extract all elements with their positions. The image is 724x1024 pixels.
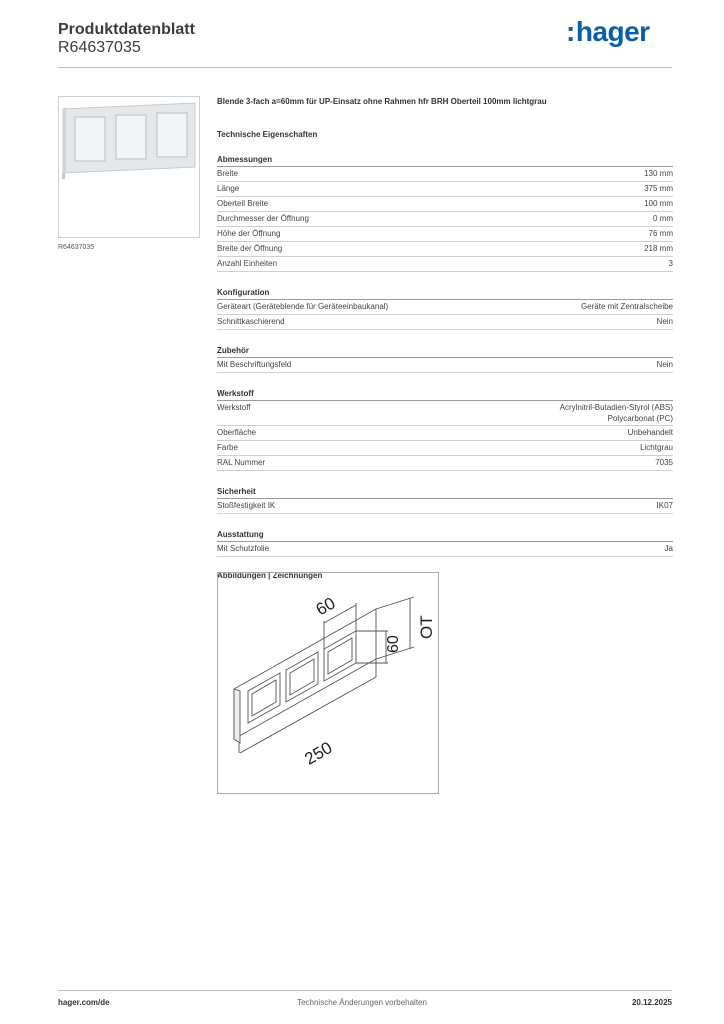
spec-row — [217, 182, 673, 197]
spec-key: Breite der Öffnung — [217, 244, 283, 253]
group-title: Zubehör — [217, 344, 673, 358]
group-title: Sicherheit — [217, 485, 673, 499]
group-title: Werkstoff — [217, 387, 673, 401]
spec-row — [217, 456, 673, 471]
spec-value: 100 mm — [644, 199, 673, 208]
dim-opening-height: 60 — [385, 635, 402, 653]
spec-row — [217, 315, 673, 330]
figures-title: Abbildungen | Zeichnungen — [217, 571, 323, 580]
logo-colon-icon: : — [566, 16, 575, 47]
spec-row — [217, 401, 673, 426]
spec-key: Breite — [217, 169, 238, 178]
spec-key: Anzahl Einheiten — [217, 259, 278, 268]
logo-text: hager — [575, 16, 650, 47]
spec-value: 7035 — [655, 458, 673, 467]
spec-row — [217, 197, 673, 212]
group-title: Abmessungen — [217, 153, 673, 167]
spec-key: Stoßfestigkeit IK — [217, 501, 276, 510]
technical-drawing — [217, 572, 439, 794]
spec-key: Mit Beschriftungsfeld — [217, 360, 292, 369]
spec-row — [217, 257, 673, 272]
spec-key: Durchmesser der Öffnung — [217, 214, 309, 223]
spec-value: Geräte mit Zentralscheibe — [580, 302, 673, 311]
spec-content — [217, 96, 673, 580]
article-number: R64637035 — [58, 39, 141, 56]
spec-key: Geräteart (Geräteblende für Geräteeinbaukanal) — [217, 302, 389, 311]
spec-value: 130 mm — [644, 169, 673, 178]
spec-row — [217, 212, 673, 227]
spec-value: IK07 — [656, 501, 673, 510]
dim-top-part: OT — [417, 615, 436, 639]
tech-props-title: Technische Eigenschaften — [217, 130, 318, 139]
footer-date: 20.12.2025 — [631, 998, 672, 1007]
spec-key: Werkstoff — [217, 403, 251, 412]
product-image — [58, 96, 200, 238]
group-title: Konfiguration — [217, 286, 673, 300]
dim-total-width: 250 — [301, 738, 336, 769]
spec-key: Oberfläche — [217, 428, 257, 437]
spec-row — [217, 242, 673, 257]
page-title: Produktdatenblatt — [58, 21, 195, 38]
dim-opening-width: 60 — [312, 593, 339, 620]
spec-value: Unbehandelt — [627, 428, 673, 437]
spec-key: Länge — [217, 184, 240, 193]
group-title: Ausstattung — [217, 528, 673, 542]
spec-value: 3 — [668, 259, 673, 268]
footer-divider — [58, 990, 672, 991]
spec-row — [217, 426, 673, 441]
product-image-caption: R64637035 — [58, 244, 95, 251]
spec-row — [217, 300, 673, 315]
spec-value: 218 mm — [644, 244, 673, 253]
spec-groups — [217, 153, 673, 557]
spec-key: Höhe der Öffnung — [217, 229, 281, 238]
spec-value: 76 mm — [648, 229, 673, 238]
footer-disclaimer: Technische Änderungen vorbehalten — [297, 998, 427, 1007]
spec-key: Oberteil Breite — [217, 199, 269, 208]
spec-row — [217, 499, 673, 514]
spec-key: Schnittkaschierend — [217, 317, 285, 326]
header-divider — [58, 67, 672, 68]
footer-website-link[interactable]: hager.com/de — [58, 998, 110, 1007]
product-title: Blende 3-fach a=60mm für UP-Einsatz ohne Rahmen hfr BRH Oberteil 100mm lichtgrau — [217, 97, 547, 106]
spec-row — [217, 227, 673, 242]
spec-value: Ja — [664, 544, 673, 553]
spec-value: 375 mm — [644, 184, 673, 193]
spec-key: Mit Schutzfolie — [217, 544, 270, 553]
spec-row — [217, 542, 673, 557]
spec-key: RAL Nummer — [217, 458, 266, 467]
spec-row — [217, 441, 673, 456]
spec-value: Acrylnitril-Butadien-Styrol (ABS) Polycarbonat (PC) — [559, 403, 673, 423]
spec-key: Farbe — [217, 443, 238, 452]
spec-value: Nein — [656, 317, 673, 326]
spec-row — [217, 167, 673, 182]
spec-value: Nein — [656, 360, 673, 369]
spec-row — [217, 358, 673, 373]
spec-value: Lichtgrau — [640, 443, 673, 452]
spec-value: 0 mm — [653, 214, 673, 223]
hager-logo[interactable] — [566, 16, 650, 48]
